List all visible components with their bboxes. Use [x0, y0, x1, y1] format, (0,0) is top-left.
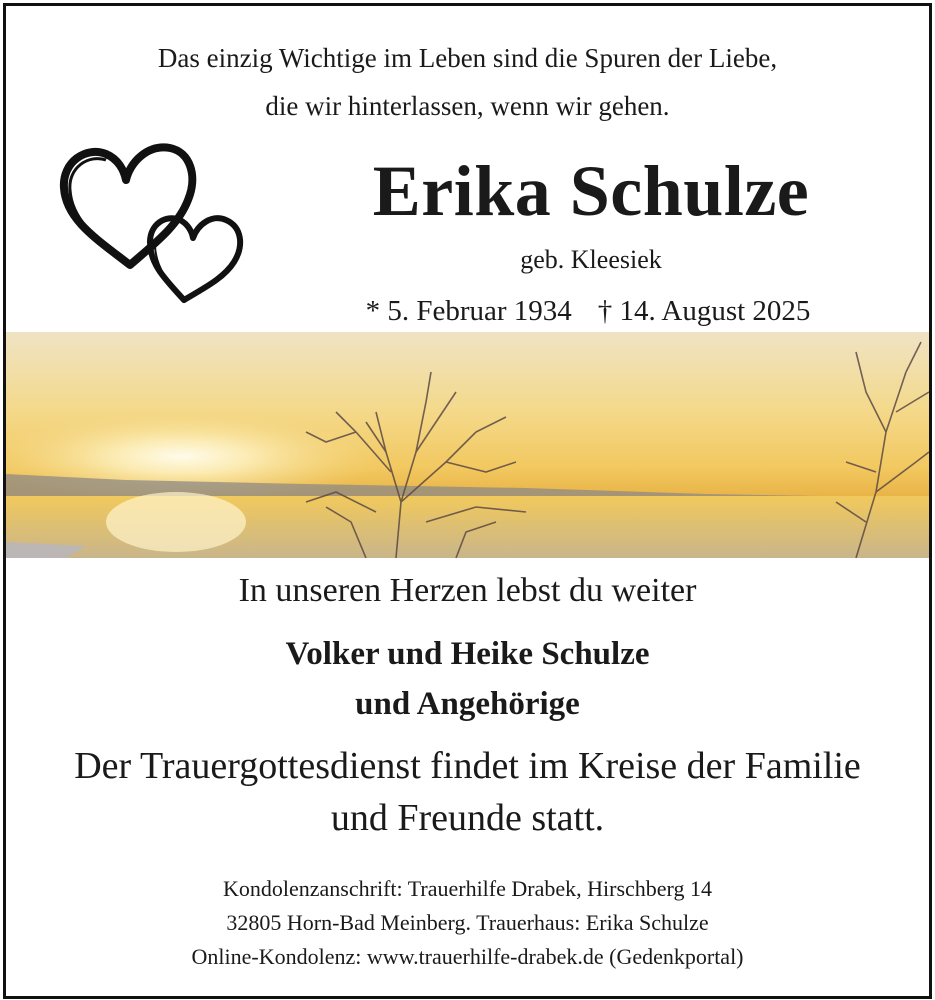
service-line-1: Der Trauergottesdienst findet im Kreise der Familie: [74, 745, 861, 787]
death-date: † 14. August 2025: [597, 295, 811, 327]
contact-line-3[interactable]: Online-Kondolenz: www.trauerhilfe-drabek.de (Gedenkportal): [191, 944, 744, 969]
contact-line-1: Kondolenzanschrift: Trauerhilfe Drabek, Hirschberg 14: [223, 876, 712, 901]
motto: [0, 34, 935, 130]
sunset-photo: [6, 332, 929, 558]
sunset-over-water: [6, 332, 929, 558]
motto-line-1: Das einzig Wichtige im Leben sind die Spuren der Liebe,: [157, 43, 778, 73]
remembrance-text: In unseren Herzen lebst du weiter: [238, 572, 697, 609]
contact-line-2: 32805 Horn-Bad Meinberg. Trauerhaus: Erika Schulze: [226, 910, 709, 935]
family-line-1: Volker und Heike Schulze: [285, 636, 650, 672]
deceased-name: Erika Schulze: [372, 151, 810, 231]
motto-line-2: die wir hinterlassen, wenn wir gehen.: [265, 91, 670, 121]
service-line-2: und Freunde statt.: [330, 797, 605, 839]
two-hearts-icon: [58, 140, 254, 310]
family-line-2: und Angehörige: [355, 686, 580, 722]
birth-date: * 5. Februar 1934: [365, 295, 572, 327]
life-dates: [318, 295, 858, 328]
service-notice: [0, 740, 935, 844]
contact-info: [0, 872, 935, 974]
birth-name: geb. Kleesiek: [520, 245, 662, 274]
